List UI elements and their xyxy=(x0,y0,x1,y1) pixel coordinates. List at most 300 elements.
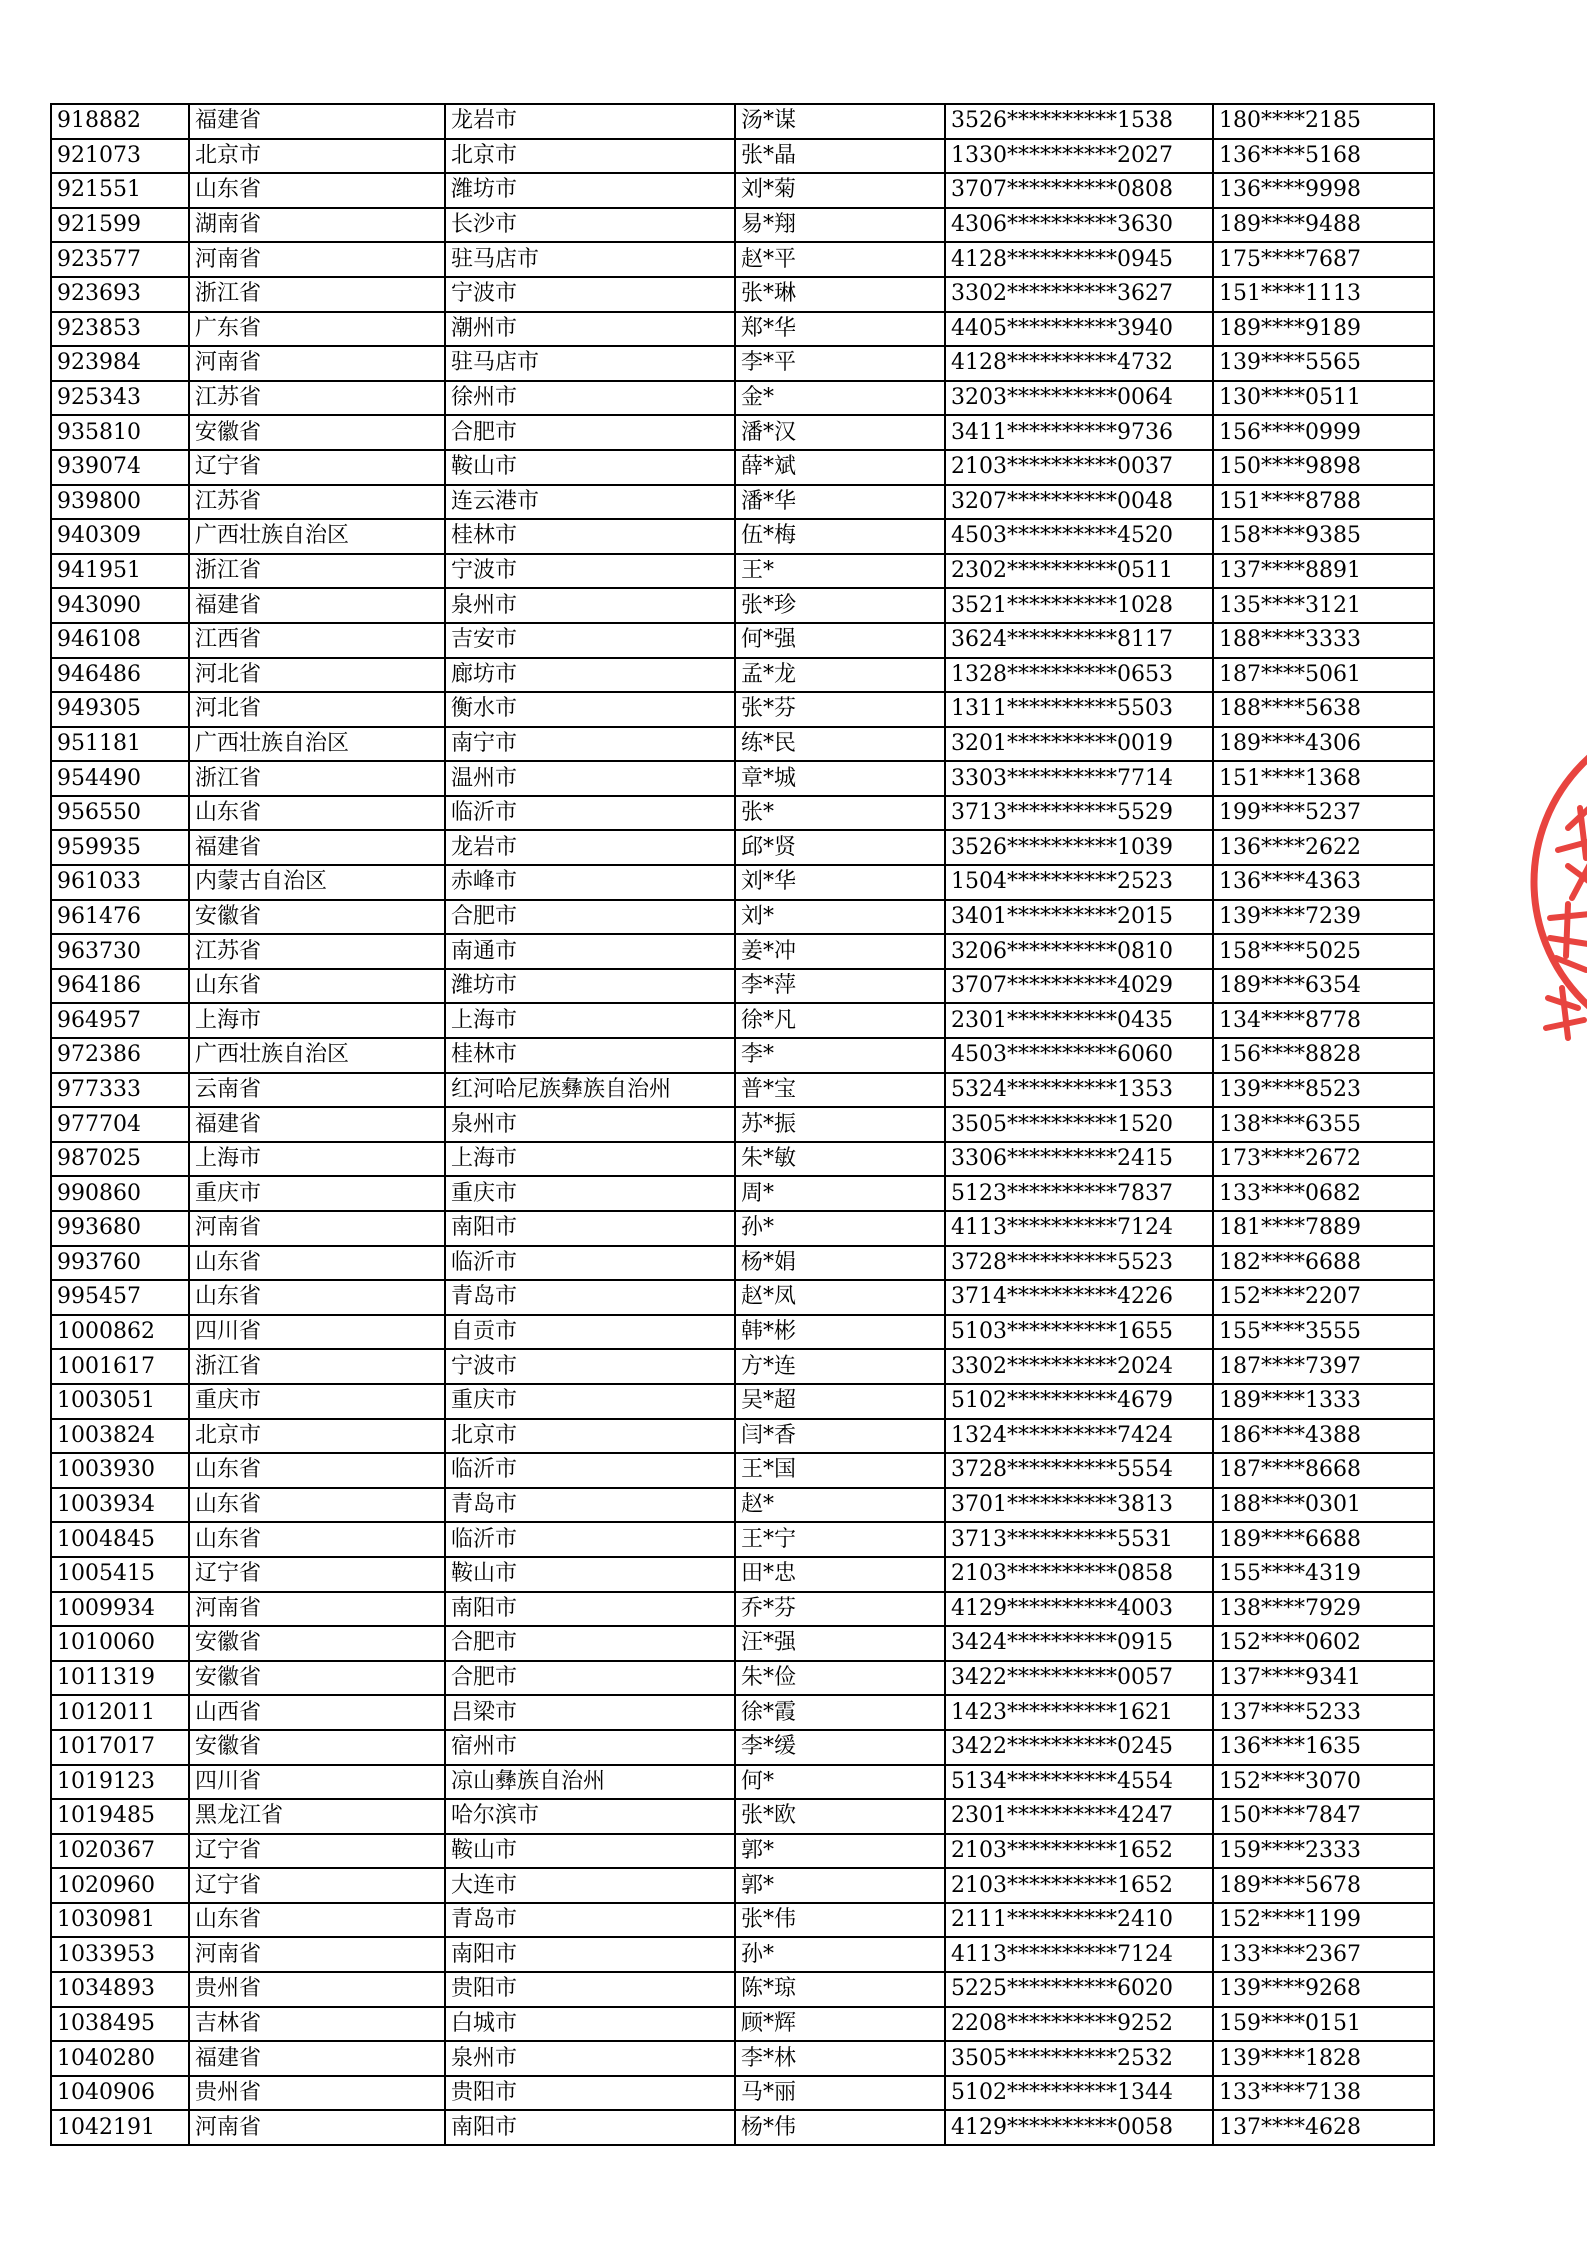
id-card-cell: 3714**********4226 xyxy=(945,1280,1213,1315)
city-cell: 龙岩市 xyxy=(445,830,735,865)
table-row xyxy=(51,1557,1434,1592)
city-cell: 连云港市 xyxy=(445,485,735,520)
city-cell: 泉州市 xyxy=(445,1107,735,1142)
city-cell: 贵阳市 xyxy=(445,2076,735,2111)
phone-cell: 188****3333 xyxy=(1213,623,1434,658)
id-card-cell: 3713**********5529 xyxy=(945,796,1213,831)
name-cell: 顾*辉 xyxy=(735,2007,945,2042)
city-cell: 临沂市 xyxy=(445,796,735,831)
phone-cell: 138****6355 xyxy=(1213,1107,1434,1142)
city-cell: 重庆市 xyxy=(445,1384,735,1419)
id-cell: 1004845 xyxy=(51,1522,189,1557)
table-row xyxy=(51,173,1434,208)
name-cell: 汤*谋 xyxy=(735,104,945,139)
city-cell: 宁波市 xyxy=(445,1349,735,1384)
id-cell: 993760 xyxy=(51,1246,189,1281)
phone-cell: 136****2622 xyxy=(1213,830,1434,865)
id-card-cell: 3401**********2015 xyxy=(945,900,1213,935)
city-cell: 青岛市 xyxy=(445,1903,735,1938)
province-cell: 安徽省 xyxy=(189,1626,445,1661)
name-cell: 孟*龙 xyxy=(735,658,945,693)
province-cell: 贵州省 xyxy=(189,2076,445,2111)
table-row xyxy=(51,623,1434,658)
phone-cell: 182****6688 xyxy=(1213,1246,1434,1281)
phone-cell: 189****1333 xyxy=(1213,1384,1434,1419)
phone-cell: 152****0602 xyxy=(1213,1626,1434,1661)
table-row xyxy=(51,277,1434,312)
name-cell: 邱*贤 xyxy=(735,830,945,865)
city-cell: 青岛市 xyxy=(445,1280,735,1315)
table-row xyxy=(51,1384,1434,1419)
table-row xyxy=(51,485,1434,520)
phone-cell: 139****7239 xyxy=(1213,900,1434,935)
id-card-cell: 3207**********0048 xyxy=(945,485,1213,520)
province-cell: 安徽省 xyxy=(189,1661,445,1696)
table-row xyxy=(51,1453,1434,1488)
id-cell: 987025 xyxy=(51,1142,189,1177)
province-cell: 广东省 xyxy=(189,312,445,347)
name-cell: 王* xyxy=(735,554,945,589)
id-card-cell: 4503**********4520 xyxy=(945,519,1213,554)
table-body xyxy=(51,104,1434,2145)
id-card-cell: 3526**********1538 xyxy=(945,104,1213,139)
phone-cell: 150****9898 xyxy=(1213,450,1434,485)
phone-cell: 138****7929 xyxy=(1213,1592,1434,1627)
province-cell: 江苏省 xyxy=(189,381,445,416)
name-cell: 王*国 xyxy=(735,1453,945,1488)
id-card-cell: 2208**********9252 xyxy=(945,2007,1213,2042)
phone-cell: 155****3555 xyxy=(1213,1315,1434,1350)
name-cell: 姜*冲 xyxy=(735,934,945,969)
id-card-cell: 2302**********0511 xyxy=(945,554,1213,589)
table-row xyxy=(51,1730,1434,1765)
name-cell: 金* xyxy=(735,381,945,416)
city-cell: 北京市 xyxy=(445,1419,735,1454)
id-cell: 977704 xyxy=(51,1107,189,1142)
table-row xyxy=(51,796,1434,831)
city-cell: 合肥市 xyxy=(445,415,735,450)
id-cell: 1012011 xyxy=(51,1695,189,1730)
phone-cell: 150****7847 xyxy=(1213,1799,1434,1834)
name-cell: 张*欧 xyxy=(735,1799,945,1834)
province-cell: 山东省 xyxy=(189,1280,445,1315)
city-cell: 上海市 xyxy=(445,1142,735,1177)
city-cell: 上海市 xyxy=(445,1003,735,1038)
name-cell: 周* xyxy=(735,1176,945,1211)
id-cell: 963730 xyxy=(51,934,189,969)
id-cell: 1011319 xyxy=(51,1661,189,1696)
id-cell: 925343 xyxy=(51,381,189,416)
id-card-cell: 1330**********2027 xyxy=(945,139,1213,174)
table-row xyxy=(51,1280,1434,1315)
id-card-cell: 3701**********3813 xyxy=(945,1488,1213,1523)
phone-cell: 137****5233 xyxy=(1213,1695,1434,1730)
table-row xyxy=(51,208,1434,243)
name-cell: 易*翔 xyxy=(735,208,945,243)
province-cell: 河南省 xyxy=(189,1211,445,1246)
phone-cell: 159****0151 xyxy=(1213,2007,1434,2042)
id-card-cell: 3206**********0810 xyxy=(945,934,1213,969)
phone-cell: 188****0301 xyxy=(1213,1488,1434,1523)
id-card-cell: 3624**********8117 xyxy=(945,623,1213,658)
id-cell: 1020367 xyxy=(51,1834,189,1869)
id-cell: 961476 xyxy=(51,900,189,935)
city-cell: 青岛市 xyxy=(445,1488,735,1523)
name-cell: 杨*伟 xyxy=(735,2110,945,2145)
table-row xyxy=(51,1522,1434,1557)
city-cell: 宿州市 xyxy=(445,1730,735,1765)
phone-cell: 152****3070 xyxy=(1213,1765,1434,1800)
phone-cell: 189****6688 xyxy=(1213,1522,1434,1557)
id-cell: 1020960 xyxy=(51,1868,189,1903)
id-cell: 1040280 xyxy=(51,2041,189,2076)
phone-cell: 180****2185 xyxy=(1213,104,1434,139)
id-card-cell: 2103**********1652 xyxy=(945,1868,1213,1903)
id-cell: 1000862 xyxy=(51,1315,189,1350)
province-cell: 山东省 xyxy=(189,1488,445,1523)
name-cell: 吴*超 xyxy=(735,1384,945,1419)
city-cell: 凉山彝族自治州 xyxy=(445,1765,735,1800)
phone-cell: 139****5565 xyxy=(1213,346,1434,381)
id-card-cell: 5324**********1353 xyxy=(945,1073,1213,1108)
table-row xyxy=(51,1073,1434,1108)
id-cell: 923693 xyxy=(51,277,189,312)
province-cell: 河南省 xyxy=(189,2110,445,2145)
id-card-cell: 4129**********4003 xyxy=(945,1592,1213,1627)
id-card-cell: 3201**********0019 xyxy=(945,727,1213,762)
phone-cell: 188****5638 xyxy=(1213,692,1434,727)
table-row xyxy=(51,934,1434,969)
province-cell: 福建省 xyxy=(189,2041,445,2076)
name-cell: 刘*菊 xyxy=(735,173,945,208)
name-cell: 马*丽 xyxy=(735,2076,945,2111)
id-cell: 921551 xyxy=(51,173,189,208)
table-row xyxy=(51,1315,1434,1350)
table-row xyxy=(51,969,1434,1004)
name-cell: 乔*芬 xyxy=(735,1592,945,1627)
id-card-cell: 4113**********7124 xyxy=(945,1937,1213,1972)
phone-cell: 139****9268 xyxy=(1213,1972,1434,2007)
id-cell: 946486 xyxy=(51,658,189,693)
city-cell: 徐州市 xyxy=(445,381,735,416)
id-card-cell: 5225**********6020 xyxy=(945,1972,1213,2007)
city-cell: 吕梁市 xyxy=(445,1695,735,1730)
name-cell: 刘*华 xyxy=(735,865,945,900)
name-cell: 张*晶 xyxy=(735,139,945,174)
table-row xyxy=(51,1211,1434,1246)
table-row xyxy=(51,1003,1434,1038)
name-cell: 章*城 xyxy=(735,761,945,796)
city-cell: 桂林市 xyxy=(445,1038,735,1073)
id-card-cell: 3422**********0057 xyxy=(945,1661,1213,1696)
phone-cell: 189****4306 xyxy=(1213,727,1434,762)
province-cell: 辽宁省 xyxy=(189,450,445,485)
phone-cell: 159****2333 xyxy=(1213,1834,1434,1869)
id-card-cell: 2301**********0435 xyxy=(945,1003,1213,1038)
name-cell: 王*宁 xyxy=(735,1522,945,1557)
province-cell: 安徽省 xyxy=(189,900,445,935)
province-cell: 贵州省 xyxy=(189,1972,445,2007)
city-cell: 宁波市 xyxy=(445,554,735,589)
city-cell: 南通市 xyxy=(445,934,735,969)
id-cell: 939800 xyxy=(51,485,189,520)
id-card-cell: 4306**********3630 xyxy=(945,208,1213,243)
id-card-cell: 3505**********2532 xyxy=(945,2041,1213,2076)
city-cell: 桂林市 xyxy=(445,519,735,554)
id-cell: 1033953 xyxy=(51,1937,189,1972)
province-cell: 河南省 xyxy=(189,1937,445,1972)
province-cell: 吉林省 xyxy=(189,2007,445,2042)
phone-cell: 130****0511 xyxy=(1213,381,1434,416)
phone-cell: 151****1113 xyxy=(1213,277,1434,312)
name-cell: 陈*琼 xyxy=(735,1972,945,2007)
city-cell: 潍坊市 xyxy=(445,969,735,1004)
province-cell: 北京市 xyxy=(189,139,445,174)
id-cell: 1019485 xyxy=(51,1799,189,1834)
table-row xyxy=(51,865,1434,900)
table-row xyxy=(51,1834,1434,1869)
phone-cell: 189****5678 xyxy=(1213,1868,1434,1903)
id-cell: 1003934 xyxy=(51,1488,189,1523)
name-cell: 潘*华 xyxy=(735,485,945,520)
phone-cell: 187****7397 xyxy=(1213,1349,1434,1384)
table-row xyxy=(51,588,1434,623)
province-cell: 上海市 xyxy=(189,1142,445,1177)
table-row xyxy=(51,727,1434,762)
name-cell: 郭* xyxy=(735,1868,945,1903)
name-cell: 郭* xyxy=(735,1834,945,1869)
table-row xyxy=(51,450,1434,485)
city-cell: 潍坊市 xyxy=(445,173,735,208)
phone-cell: 173****2672 xyxy=(1213,1142,1434,1177)
city-cell: 长沙市 xyxy=(445,208,735,243)
table-row xyxy=(51,1349,1434,1384)
id-card-cell: 2301**********4247 xyxy=(945,1799,1213,1834)
id-card-cell: 3707**********0808 xyxy=(945,173,1213,208)
name-cell: 张*珍 xyxy=(735,588,945,623)
id-cell: 923853 xyxy=(51,312,189,347)
name-cell: 闫*香 xyxy=(735,1419,945,1454)
table-row xyxy=(51,830,1434,865)
province-cell: 山东省 xyxy=(189,1246,445,1281)
id-card-cell: 2103**********0037 xyxy=(945,450,1213,485)
province-cell: 山东省 xyxy=(189,1453,445,1488)
province-cell: 江苏省 xyxy=(189,485,445,520)
province-cell: 河南省 xyxy=(189,346,445,381)
id-card-cell: 3526**********1039 xyxy=(945,830,1213,865)
province-cell: 福建省 xyxy=(189,588,445,623)
province-cell: 安徽省 xyxy=(189,1730,445,1765)
phone-cell: 187****8668 xyxy=(1213,1453,1434,1488)
city-cell: 驻马店市 xyxy=(445,242,735,277)
name-cell: 朱*俭 xyxy=(735,1661,945,1696)
name-cell: 苏*振 xyxy=(735,1107,945,1142)
name-cell: 韩*彬 xyxy=(735,1315,945,1350)
id-cell: 977333 xyxy=(51,1073,189,1108)
phone-cell: 136****5168 xyxy=(1213,139,1434,174)
id-card-cell: 3424**********0915 xyxy=(945,1626,1213,1661)
province-cell: 山东省 xyxy=(189,1903,445,1938)
name-cell: 薛*斌 xyxy=(735,450,945,485)
winner-list-table xyxy=(50,103,1435,2146)
city-cell: 南宁市 xyxy=(445,727,735,762)
province-cell: 浙江省 xyxy=(189,554,445,589)
province-cell: 广西壮族自治区 xyxy=(189,1038,445,1073)
city-cell: 赤峰市 xyxy=(445,865,735,900)
city-cell: 合肥市 xyxy=(445,1626,735,1661)
id-card-cell: 5102**********4679 xyxy=(945,1384,1213,1419)
province-cell: 山东省 xyxy=(189,796,445,831)
name-cell: 张*琳 xyxy=(735,277,945,312)
table-row xyxy=(51,312,1434,347)
id-cell: 990860 xyxy=(51,1176,189,1211)
id-cell: 1034893 xyxy=(51,1972,189,2007)
id-card-cell: 2103**********0858 xyxy=(945,1557,1213,1592)
province-cell: 四川省 xyxy=(189,1315,445,1350)
id-card-cell: 3505**********1520 xyxy=(945,1107,1213,1142)
city-cell: 贵阳市 xyxy=(445,1972,735,2007)
id-card-cell: 3728**********5523 xyxy=(945,1246,1213,1281)
phone-cell: 181****7889 xyxy=(1213,1211,1434,1246)
name-cell: 潘*汉 xyxy=(735,415,945,450)
phone-cell: 133****2367 xyxy=(1213,1937,1434,1972)
name-cell: 徐*霞 xyxy=(735,1695,945,1730)
city-cell: 南阳市 xyxy=(445,1592,735,1627)
province-cell: 江苏省 xyxy=(189,934,445,969)
id-card-cell: 5103**********1655 xyxy=(945,1315,1213,1350)
phone-cell: 199****5237 xyxy=(1213,796,1434,831)
id-card-cell: 5102**********1344 xyxy=(945,2076,1213,2111)
phone-cell: 133****7138 xyxy=(1213,2076,1434,2111)
province-cell: 山西省 xyxy=(189,1695,445,1730)
province-cell: 北京市 xyxy=(189,1419,445,1454)
table-row xyxy=(51,1419,1434,1454)
city-cell: 泉州市 xyxy=(445,2041,735,2076)
phone-cell: 151****1368 xyxy=(1213,761,1434,796)
company-seal-stamp xyxy=(1528,708,1587,1068)
name-cell: 郑*华 xyxy=(735,312,945,347)
table-row xyxy=(51,900,1434,935)
id-card-cell: 1328**********0653 xyxy=(945,658,1213,693)
id-card-cell: 3521**********1028 xyxy=(945,588,1213,623)
id-card-cell: 1311**********5503 xyxy=(945,692,1213,727)
table-row xyxy=(51,1765,1434,1800)
city-cell: 临沂市 xyxy=(445,1522,735,1557)
phone-cell: 189****6354 xyxy=(1213,969,1434,1004)
name-cell: 李*萍 xyxy=(735,969,945,1004)
name-cell: 伍*梅 xyxy=(735,519,945,554)
province-cell: 四川省 xyxy=(189,1765,445,1800)
id-card-cell: 4405**********3940 xyxy=(945,312,1213,347)
name-cell: 汪*强 xyxy=(735,1626,945,1661)
id-cell: 961033 xyxy=(51,865,189,900)
name-cell: 李*林 xyxy=(735,2041,945,2076)
phone-cell: 133****0682 xyxy=(1213,1176,1434,1211)
name-cell: 普*宝 xyxy=(735,1073,945,1108)
id-cell: 1010060 xyxy=(51,1626,189,1661)
name-cell: 张*芬 xyxy=(735,692,945,727)
city-cell: 衡水市 xyxy=(445,692,735,727)
province-cell: 云南省 xyxy=(189,1073,445,1108)
id-cell: 940309 xyxy=(51,519,189,554)
name-cell: 赵* xyxy=(735,1488,945,1523)
phone-cell: 136****4363 xyxy=(1213,865,1434,900)
city-cell: 大连市 xyxy=(445,1868,735,1903)
province-cell: 福建省 xyxy=(189,830,445,865)
name-cell: 孙* xyxy=(735,1211,945,1246)
id-cell: 923577 xyxy=(51,242,189,277)
province-cell: 福建省 xyxy=(189,104,445,139)
phone-cell: 139****8523 xyxy=(1213,1073,1434,1108)
table-row xyxy=(51,692,1434,727)
province-cell: 河南省 xyxy=(189,242,445,277)
table-row xyxy=(51,104,1434,139)
name-cell: 杨*娟 xyxy=(735,1246,945,1281)
province-cell: 安徽省 xyxy=(189,415,445,450)
province-cell: 浙江省 xyxy=(189,761,445,796)
id-cell: 923984 xyxy=(51,346,189,381)
phone-cell: 136****1635 xyxy=(1213,1730,1434,1765)
province-cell: 江西省 xyxy=(189,623,445,658)
phone-cell: 189****9488 xyxy=(1213,208,1434,243)
table-row xyxy=(51,1107,1434,1142)
name-cell: 方*连 xyxy=(735,1349,945,1384)
province-cell: 河北省 xyxy=(189,658,445,693)
id-cell: 946108 xyxy=(51,623,189,658)
city-cell: 鞍山市 xyxy=(445,450,735,485)
id-card-cell: 1504**********2523 xyxy=(945,865,1213,900)
id-card-cell: 3203**********0064 xyxy=(945,381,1213,416)
id-card-cell: 1423**********1621 xyxy=(945,1695,1213,1730)
province-cell: 河南省 xyxy=(189,1592,445,1627)
id-card-cell: 3411**********9736 xyxy=(945,415,1213,450)
id-card-cell: 1324**********7424 xyxy=(945,1419,1213,1454)
name-cell: 练*民 xyxy=(735,727,945,762)
phone-cell: 137****4628 xyxy=(1213,2110,1434,2145)
city-cell: 自贡市 xyxy=(445,1315,735,1350)
table-row xyxy=(51,2041,1434,2076)
name-cell: 田*忠 xyxy=(735,1557,945,1592)
table-row xyxy=(51,1903,1434,1938)
name-cell: 张*伟 xyxy=(735,1903,945,1938)
phone-cell: 189****9189 xyxy=(1213,312,1434,347)
table-row xyxy=(51,1695,1434,1730)
id-cell: 1003051 xyxy=(51,1384,189,1419)
phone-cell: 152****1199 xyxy=(1213,1903,1434,1938)
id-card-cell: 5134**********4554 xyxy=(945,1765,1213,1800)
phone-cell: 137****8891 xyxy=(1213,554,1434,589)
province-cell: 内蒙古自治区 xyxy=(189,865,445,900)
phone-cell: 155****4319 xyxy=(1213,1557,1434,1592)
name-cell: 赵*凤 xyxy=(735,1280,945,1315)
id-cell: 921599 xyxy=(51,208,189,243)
name-cell: 李*平 xyxy=(735,346,945,381)
table-row xyxy=(51,1246,1434,1281)
phone-cell: 187****5061 xyxy=(1213,658,1434,693)
table-row xyxy=(51,2007,1434,2042)
province-cell: 黑龙江省 xyxy=(189,1799,445,1834)
id-card-cell: 3303**********7714 xyxy=(945,761,1213,796)
name-cell: 朱*敏 xyxy=(735,1142,945,1177)
table-row xyxy=(51,1661,1434,1696)
id-cell: 1003824 xyxy=(51,1419,189,1454)
city-cell: 白城市 xyxy=(445,2007,735,2042)
id-cell: 951181 xyxy=(51,727,189,762)
table-row xyxy=(51,1626,1434,1661)
id-cell: 1003930 xyxy=(51,1453,189,1488)
city-cell: 合肥市 xyxy=(445,1661,735,1696)
id-card-cell: 3422**********0245 xyxy=(945,1730,1213,1765)
